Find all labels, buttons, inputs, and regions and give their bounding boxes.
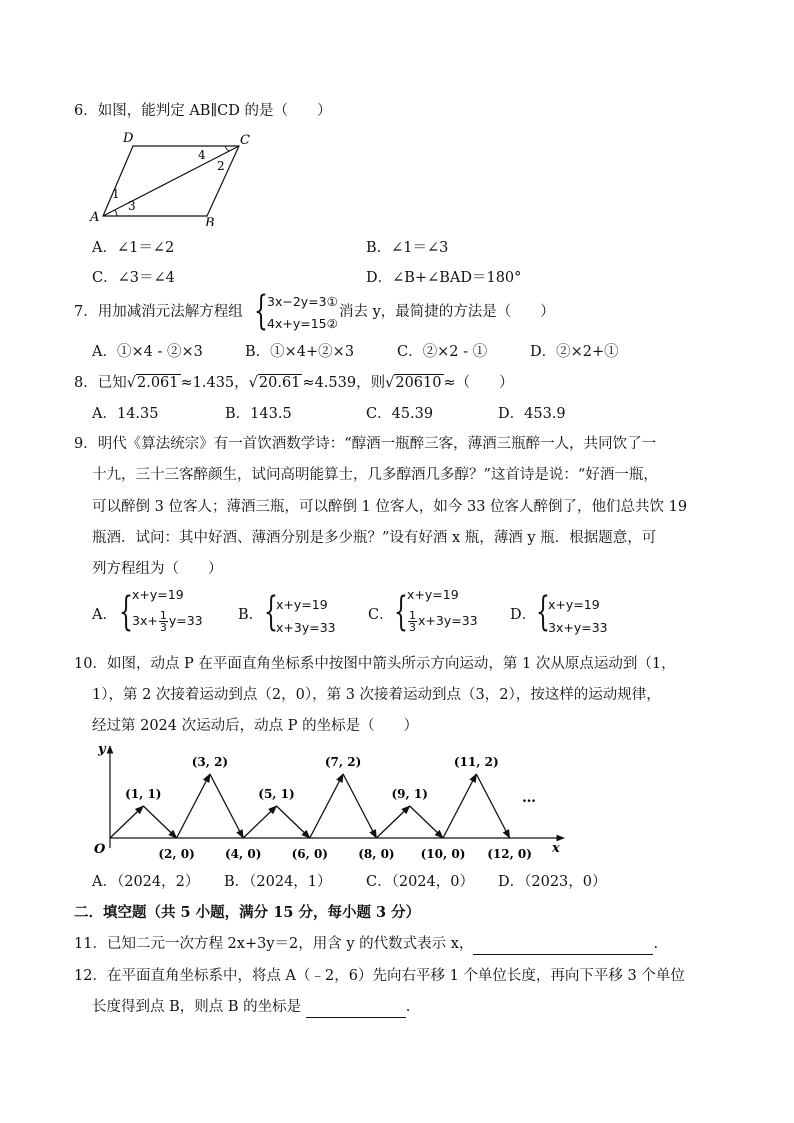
q7-eq1: 3x−2y=3①: [267, 294, 338, 309]
point-D-label: D: [123, 131, 134, 146]
path-segment: [476, 774, 509, 838]
q7-brace: {: [254, 288, 268, 334]
q9-option-d-eq1: x+y=19: [548, 597, 600, 612]
path-segment: [310, 774, 343, 838]
point-label: (12, 0): [487, 847, 532, 861]
q9-line-2: 十九，三十三客醉颜生，试问高明能算士，几多醇酒几多醇？”这首诗是说：“好酒一瓶，: [92, 467, 658, 483]
q10-option-a: A．（2024，2）: [92, 874, 200, 890]
q9-option-a-brace: {: [119, 589, 133, 635]
q7-option-b: B．①×4+②×3: [245, 344, 355, 360]
sqrt-sign-2: √: [248, 375, 258, 391]
path-segment: [376, 806, 409, 838]
path-segment: [110, 806, 143, 838]
point-label: (5, 1): [258, 787, 295, 801]
path-segment: [210, 774, 243, 838]
point-label: (4, 0): [224, 847, 262, 861]
angle-1-label: 1: [112, 187, 120, 201]
path-segment: [243, 806, 276, 838]
q9-option-d-letter: D．: [510, 607, 537, 623]
q9-option-b-brace: {: [264, 589, 278, 635]
q8-value-1: ≈1.435，: [180, 375, 249, 391]
q9-option-b-eq2: x+3y=33: [276, 620, 336, 635]
path-segment: [177, 774, 210, 838]
x-axis-label: x: [552, 841, 560, 856]
q7-option-d: D．②×2+①: [530, 344, 619, 360]
q9-option-c-letter: C．: [368, 607, 394, 623]
ellipsis: …: [522, 790, 536, 806]
q9-option-c-brace: {: [394, 589, 408, 635]
q8-tail: ≈（ ）: [443, 375, 514, 391]
point-labels: [125, 755, 532, 861]
q7-stem-prefix: 7．用加减消元法解方程组: [74, 304, 243, 320]
point-label: (10, 0): [420, 847, 466, 861]
sqrt-sign-1: √: [126, 375, 136, 391]
section-2-title: 二．填空题（共 5 小题，满分 15 分，每小题 3 分）: [74, 904, 421, 921]
point-label: (6, 0): [291, 847, 329, 861]
q8-radicand-3: 20610: [395, 375, 442, 391]
point-label: (11, 2): [453, 755, 499, 769]
q6-stem: 6．如图，能判定 AB∥CD 的是（ ）: [74, 103, 332, 119]
fraction-denominator: 3: [159, 621, 167, 634]
point-label: (3, 2): [191, 755, 229, 769]
fraction: [159, 610, 168, 633]
q11-stem: 11．已知二元一次方程 2x+3y＝2，用含 y 的代数式表示 x，: [74, 936, 474, 952]
path-segment: [443, 774, 476, 838]
q10-option-b: B．（2024，1）: [224, 874, 332, 890]
q10-line-3: 经过第 2024 次运动后，动点 P 的坐标是（ ）: [92, 718, 419, 734]
q12-line-1: 12．在平面直角坐标系中，将点 A（﹣2，6）先向右平移 1 个单位长度，再向下平移 3 个单位: [74, 968, 685, 984]
origin-label: O: [94, 842, 106, 857]
q9-option-a-eq2: [132, 610, 203, 633]
q7-option-a: A．①×4 - ②×3: [92, 344, 203, 360]
q11-text: [74, 934, 658, 955]
point-label: (1, 1): [125, 787, 162, 801]
fraction-numerator: 1: [159, 609, 167, 622]
point-label: (7, 2): [324, 755, 362, 769]
q6-option-b: B．∠1＝∠3: [366, 240, 449, 256]
q8-prefix: 8．已知: [74, 375, 127, 391]
y-axis-label: y: [98, 742, 106, 757]
parallelogram-figure: [86, 126, 256, 226]
q10-option-c: C．（2024，0）: [366, 874, 474, 890]
q7-option-c: C．②×2 - ①: [397, 344, 488, 360]
q9-option-a-eq1: x+y=19: [132, 587, 184, 602]
q11-end: .: [653, 936, 659, 952]
q9-line-5: 列方程组为（ ）: [92, 561, 223, 577]
path-segment: [343, 774, 376, 838]
q6-option-c: C．∠3＝∠4: [92, 270, 175, 286]
angle-2-label: 2: [217, 159, 225, 173]
fraction: [408, 610, 417, 633]
q8-value-2: ≈4.539，则: [302, 375, 386, 391]
path-segment: [143, 806, 176, 838]
path-arrows: [110, 774, 510, 838]
point-label: (8, 0): [358, 847, 395, 861]
angle-4-label: 4: [198, 148, 206, 162]
point-A-label: A: [90, 210, 100, 225]
q9-line-1: 9．明代《算法统宗》有一首饮酒数学诗：“醇酒一瓶醉三客，薄酒三瓶醉一人，共同饮了一: [74, 436, 657, 452]
q10-line-2: 1），第 2 次接着运动到点（2，0），第 3 次接着运动到点（3，2），按这样的运动规律，: [92, 687, 661, 703]
q9-line-4: 瓶酒．试问：其中好酒、薄酒分别是多少瓶？”设有好酒 x 瓶，薄酒 y 瓶．根据题意，可: [92, 530, 657, 546]
zigzag-coordinate-figure: [86, 740, 576, 865]
q7-stem-suffix: 消去 y，最简捷的方法是（ ）: [339, 304, 555, 320]
q8-stem: [74, 373, 514, 393]
q8-radicand-2: 20.61: [258, 375, 301, 391]
q10-line-1: 10．如图，动点 P 在平面直角坐标系中按图中箭头所示方向运动，第 1 次从原点运动到（1，: [74, 656, 676, 672]
fraction-numerator: 1: [409, 609, 416, 622]
q9-option-a-letter: A．: [92, 607, 117, 623]
q6-option-a: A．∠1＝∠2: [92, 240, 175, 256]
answer-blank[interactable]: [473, 934, 653, 955]
q9-a-eq2-pre: 3x+: [132, 613, 158, 628]
q9-a-eq2-post: y=33: [168, 613, 203, 628]
q9-option-d-eq2: 3x+y=33: [548, 620, 608, 635]
angle-3-label: 3: [128, 199, 136, 213]
point-C-label: C: [240, 133, 250, 148]
q8-option-d: D．453.9: [498, 406, 566, 422]
q9-c-eq2-post: x+3y=33: [418, 613, 478, 628]
q8-option-c: C．45.39: [366, 406, 434, 422]
q9-option-c-eq2: [407, 610, 478, 633]
q10-option-d: D．（2023，0）: [498, 874, 607, 890]
q9-option-b-letter: B．: [238, 607, 264, 623]
q9-line-3: 可以醉倒 3 位客人；薄酒三瓶，可以醉倒 1 位客人，如今 33 位客人醉倒了，他们总共饮 19: [92, 499, 688, 515]
q9-option-d-brace: {: [536, 589, 550, 635]
path-segment: [410, 806, 443, 838]
point-label: (2, 0): [158, 847, 195, 861]
answer-blank[interactable]: [306, 997, 406, 1018]
point-label: (9, 1): [391, 787, 428, 801]
point-B-label: B: [205, 216, 215, 226]
q8-radicand-1: 2.061: [136, 375, 179, 391]
q6-option-d: D．∠B+∠BAD＝180°: [366, 270, 522, 286]
q9-option-b-eq1: x+y=19: [276, 597, 328, 612]
q12-stem: 长度得到点 B，则点 B 的坐标是: [92, 999, 302, 1015]
q8-option-a: A．14.35: [92, 406, 159, 422]
q7-eq2: 4x+y=15②: [267, 316, 338, 331]
q8-option-b: B．143.5: [225, 406, 292, 422]
path-segment: [277, 806, 310, 838]
fraction-denominator: 3: [409, 621, 416, 634]
sqrt-sign-3: √: [385, 375, 395, 391]
q9-option-c-eq1: x+y=19: [407, 587, 459, 602]
q12-line-2: [92, 997, 410, 1018]
q12-end: .: [405, 999, 411, 1015]
